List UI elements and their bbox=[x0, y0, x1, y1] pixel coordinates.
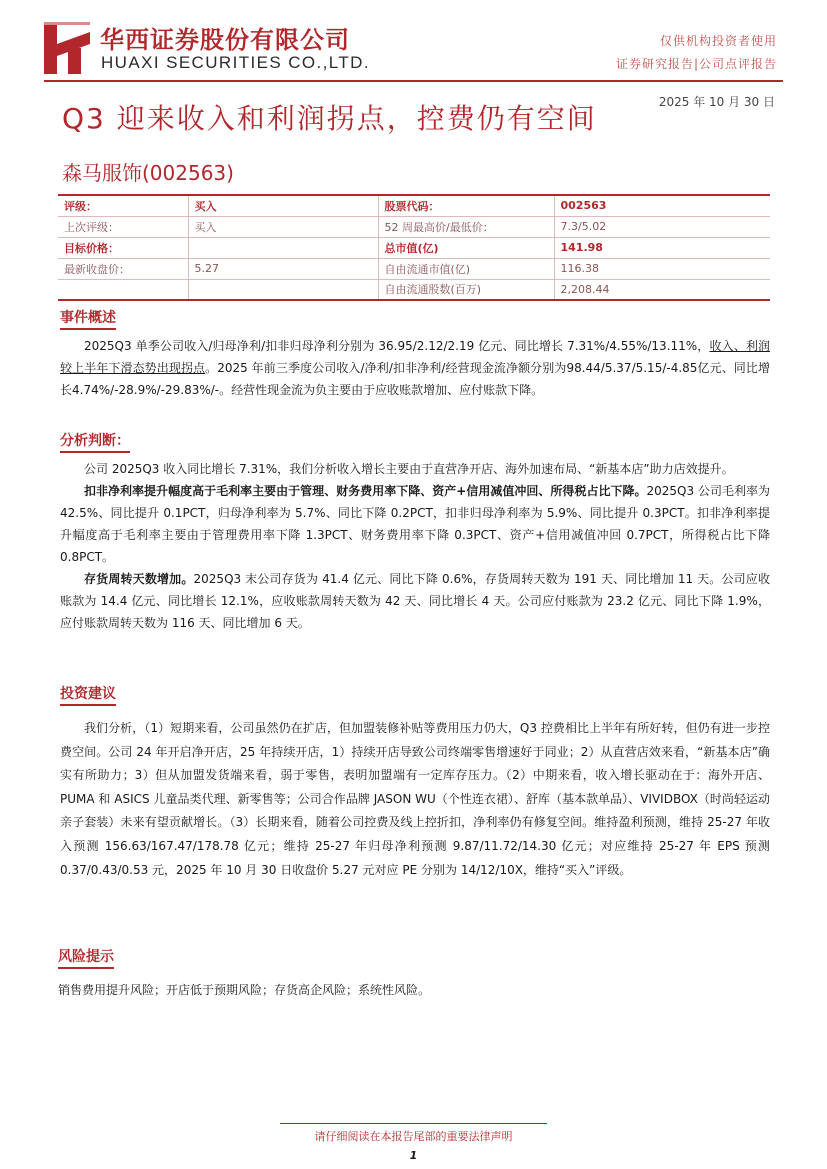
stock-name: 森马服饰(002563) bbox=[62, 161, 234, 185]
risk-heading: 风险提示 bbox=[58, 946, 114, 969]
table-cell: 目标价格： bbox=[58, 237, 188, 258]
table-cell: 买入 bbox=[188, 216, 378, 237]
analysis-point-inventory: 存货周转天数增加。 bbox=[84, 572, 194, 586]
table-cell: 评级： bbox=[58, 195, 188, 216]
footer-disclaimer: 请仔细阅读在本报告尾部的重要法律声明 bbox=[314, 1130, 513, 1143]
table-row bbox=[58, 216, 770, 237]
table-cell: 买入 bbox=[188, 195, 378, 216]
huaxi-logo-icon bbox=[44, 22, 90, 74]
table-row bbox=[58, 279, 770, 300]
table-cell bbox=[188, 279, 378, 300]
analysis-section bbox=[60, 430, 770, 634]
table-row bbox=[58, 195, 770, 216]
table-row bbox=[58, 237, 770, 258]
invest-heading: 投资建议 bbox=[60, 683, 116, 706]
table-cell bbox=[58, 279, 188, 300]
table-cell: 002563 bbox=[554, 195, 770, 216]
table-cell bbox=[188, 237, 378, 258]
table-cell: 自由流通市值(亿) bbox=[378, 258, 554, 279]
event-text-a: 2025Q3 单季公司收入/归母净利/扣非归母净利分别为 36.95/2.12/2.19 亿元、同比增长 7.31%/4.55%/13.11%， bbox=[84, 339, 710, 353]
table-cell: 上次评级： bbox=[58, 216, 188, 237]
analysis-point-margin: 扣非净利率提升幅度高于毛利率主要由于管理、财务费用率下降、资产+信用减值冲回、所得税占比下降。 bbox=[84, 484, 647, 498]
analysis-paragraph-2 bbox=[60, 480, 770, 568]
table-row bbox=[58, 258, 770, 279]
table-cell: 7.3/5.02 bbox=[554, 216, 770, 237]
invest-section bbox=[60, 683, 770, 882]
risk-section bbox=[58, 946, 768, 1001]
table-cell: 自由流通股数(百万) bbox=[378, 279, 554, 300]
header-divider bbox=[44, 80, 783, 82]
table-cell: 股票代码： bbox=[378, 195, 554, 216]
analysis-text-margin: 2025Q3 公司毛利率为 42.5%、同比提升 0.1PCT，归母净利率为 5.7%、同比下降 0.2PCT，扣非归母净利率为 5.9%、同比提升 0.3PCT。扣非净利率提升幅度高于毛利率主要由于管理费用率下降 1.3PCT、财务费用率下降 0.3PCT、资产+信用减值冲回 0.7PCT，所得税占比下降 0.8PCT。 bbox=[60, 484, 771, 564]
risk-paragraph: 销售费用提升风险；开店低于预期风险；存货高企风险；系统性风险。 bbox=[58, 983, 431, 997]
audience-note: 仅供机构投资者使用 bbox=[659, 34, 777, 48]
table-cell: 141.98 bbox=[554, 237, 770, 258]
page-number: 1 bbox=[409, 1149, 418, 1162]
event-paragraph bbox=[60, 335, 770, 401]
company-name-en: HUAXI SECURITIES CO.,LTD. bbox=[101, 53, 370, 72]
event-text-underlined: 收入、利润较上半年下滑态势出现拐点 bbox=[60, 339, 770, 375]
analysis-paragraph-3 bbox=[60, 568, 770, 634]
table-cell: 116.38 bbox=[554, 258, 770, 279]
table-cell: 2,208.44 bbox=[554, 279, 770, 300]
report-title: Q3 迎来收入和利润拐点，控费仍有空间 bbox=[62, 102, 597, 135]
stock-info-table bbox=[58, 194, 770, 301]
table-cell: 总市值(亿) bbox=[378, 237, 554, 258]
table-cell: 最新收盘价： bbox=[58, 258, 188, 279]
report-type: 证券研究报告|公司点评报告 bbox=[615, 57, 777, 71]
analysis-text-inventory: 2025Q3 末公司存货为 41.4 亿元、同比下降 0.6%，存货周转天数为 191 天、同比增加 11 天。公司应收账款为 14.4 亿元、同比增长 12.1%，应收账款周转天数为 42 天、同比增长 4 天。公司应付账款为 23.2 亿元、同比下降 1.9%，应付账款周转天数为 116 天、同比增加 6 天。 bbox=[60, 572, 770, 630]
table-cell: 5.27 bbox=[188, 258, 378, 279]
event-text-b: 。2025 年前三季度公司收入/净利/扣非净利/经营现金流净额分别为98.44/5.37/5.15/-4.85亿元、同比增长4.74%/-28.9%/-29.83%/-。经营性现金流为负主要由于应收账款增加、应付账款下降。 bbox=[60, 361, 770, 397]
report-date: 2025 年 10 月 30 日 bbox=[658, 95, 775, 109]
analysis-heading: 分析判断： bbox=[60, 430, 130, 453]
company-name-cn: 华西证券股份有限公司 bbox=[100, 26, 350, 54]
footer-divider bbox=[280, 1123, 547, 1124]
table-cell: 52 周最高价/最低价： bbox=[378, 216, 554, 237]
event-heading: 事件概述 bbox=[60, 307, 116, 330]
event-section bbox=[60, 307, 770, 401]
invest-paragraph: 我们分析，（1）短期来看，公司虽然仍在扩店，但加盟装修补贴等费用压力仍大，Q3 控费相比上半年有所好转，但仍有进一步控费空间。公司 24 年开启净开店，25 年持续开店，1）持续开店导致公司终端零售增速好于同业；2）从直营店效来看，“新基本店”确实有所助力；3）但从加盟发货端来看，弱于零售，表明加盟端有一定库存压力。（2）中期来看，收入增长驱动在于：海外开店、PUMA 和 ASICS 儿童品类代理、新零售等；公司合作品牌 JASON WU（个性连衣裙）、舒库（基本款单品）、VIVIDBOX（时尚轻运动亲子套装）未来有望贡献增长。（3）长期来看，随着公司控费及线上控折扣，净利率仍有修复空间。维持盈利预测，维持 25-27 年收入预测 156.63/167.47/178.78 亿元；维持 25-27 年归母净利预测 9.87/11.72/14.30 亿元；对应维持 25-27 年 EPS 预测 0.37/0.43/0.53 元，2025 年 10 月 30 日收盘价 5.27 元对应 PE 分别为 14/12/10X，维持“买入”评级。 bbox=[60, 721, 770, 877]
analysis-paragraph-1: 公司 2025Q3 收入同比增长 7.31%，我们分析收入增长主要由于直营净开店、海外加速布局、“新基本店”助力店效提升。 bbox=[84, 462, 734, 476]
